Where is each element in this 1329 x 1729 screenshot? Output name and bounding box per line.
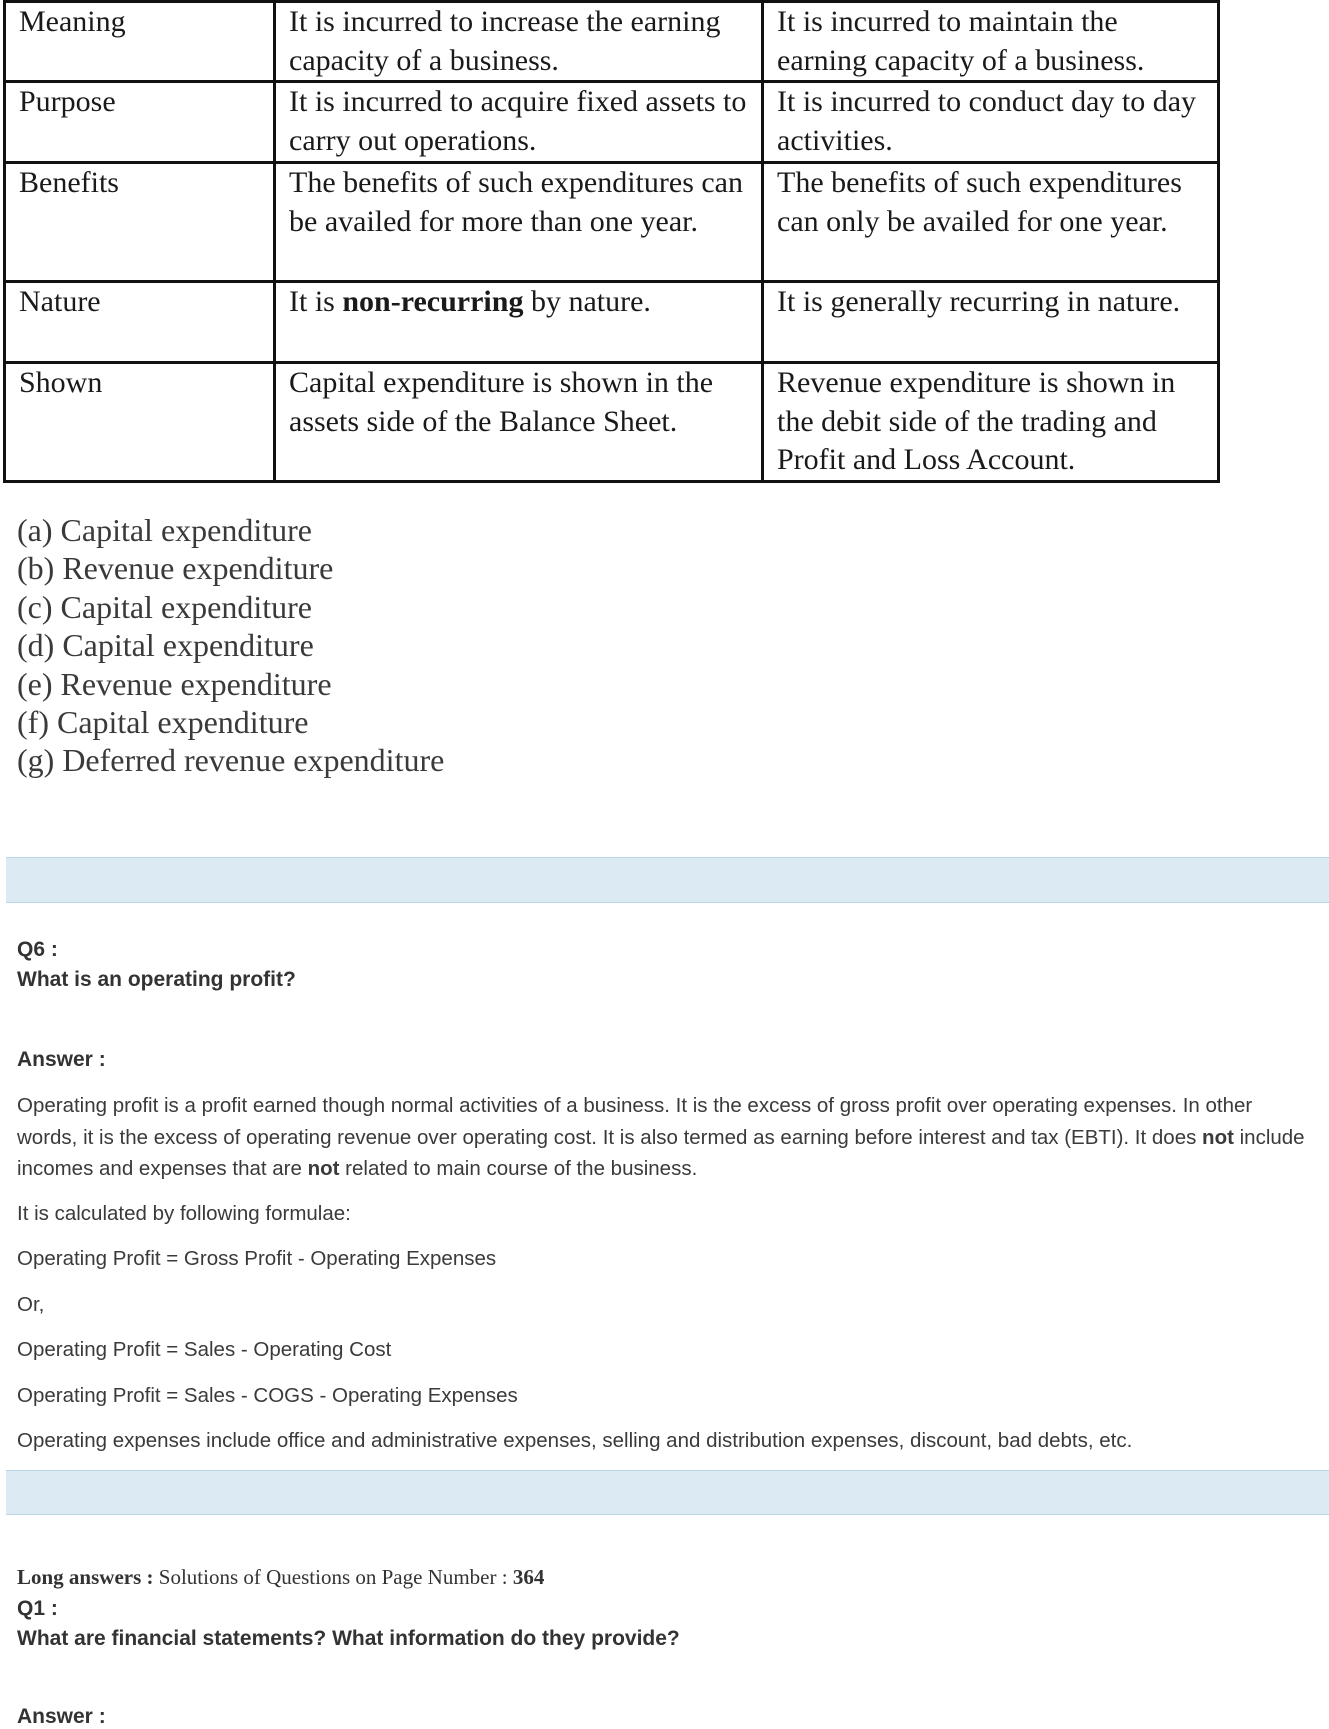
table-row: [5, 282, 1219, 363]
q6-header: [17, 938, 296, 992]
row-aspect: Shown: [5, 363, 275, 482]
row-aspect: Nature: [5, 282, 275, 363]
section-divider: [6, 1470, 1329, 1515]
long-answers-text: Solutions of Questions on Page Number :: [153, 1565, 513, 1589]
question-text: What are financial statements? What information do they provide?: [17, 1627, 680, 1650]
question-number: Q1 :: [17, 1597, 58, 1620]
text-span: Operating profit is a profit earned though normal activities of a business. It is the excess of gross profit over operating expenses. In other words, it is the excess of operating revenue over operating cost. It is also termed as earning before interest and tax (EBTI). It does: [17, 1094, 1253, 1149]
capital-cell: [275, 282, 763, 363]
text-span: related to main course of the business.: [339, 1157, 698, 1180]
answer-label: Answer :: [17, 1705, 106, 1728]
long-answers-label: Long answers :: [17, 1565, 154, 1589]
answer-list: [17, 511, 444, 780]
list-item: (f) Capital expenditure: [17, 704, 309, 741]
capital-bold: non-recurring: [342, 285, 524, 318]
q6-answer-body: [17, 1090, 1317, 1471]
list-item: (c) Capital expenditure: [17, 588, 312, 625]
capital-cell: It is incurred to acquire fixed assets to carry out operations.: [275, 82, 763, 163]
formula: Operating Profit = Gross Profit - Operating Expenses: [17, 1247, 497, 1270]
emphasis: not: [1202, 1125, 1234, 1149]
list-item: (a) Capital expenditure: [17, 512, 312, 548]
page-number: 364: [512, 1565, 545, 1589]
table-row: [5, 82, 1219, 163]
or-text: Or,: [17, 1292, 45, 1316]
capital-suffix: by nature.: [523, 285, 651, 318]
answer-paragraph: [17, 1090, 1317, 1185]
section-divider: [6, 857, 1329, 903]
capital-cell: The benefits of such expenditures can be availed for more than one year.: [275, 163, 763, 282]
formula: Operating Profit = Sales - Operating Cost: [17, 1338, 392, 1361]
row-aspect: Purpose: [5, 82, 275, 163]
row-aspect: Meaning: [5, 2, 275, 82]
table-row: [5, 2, 1219, 82]
capital-prefix: It is: [289, 285, 343, 318]
question-text: What is an operating profit?: [17, 968, 296, 991]
list-item: (g) Deferred revenue expenditure: [17, 742, 445, 779]
answer-paragraph: Operating expenses include office and administrative expenses, selling and distribution expenses, discount, bad debts, etc.: [17, 1429, 1133, 1452]
table-row: [5, 363, 1219, 482]
revenue-cell: It is incurred to maintain the earning capacity of a business.: [763, 2, 1219, 82]
capital-cell: It is incurred to increase the earning capacity of a business.: [275, 2, 763, 82]
q1-header: [17, 1597, 680, 1651]
revenue-cell: It is incurred to conduct day to day activities.: [763, 82, 1219, 163]
revenue-cell: It is generally recurring in nature.: [763, 282, 1219, 363]
revenue-cell: The benefits of such expenditures can only be availed for one year.: [763, 163, 1219, 282]
list-item: (d) Capital expenditure: [17, 627, 314, 664]
formula: Operating Profit = Sales - COGS - Operating Expenses: [17, 1383, 518, 1407]
capital-cell: Capital expenditure is shown in the assets side of the Balance Sheet.: [275, 363, 763, 482]
q6-answer-heading: [17, 1048, 106, 1072]
table-row: [5, 163, 1219, 282]
text-span: include incomes and expenses that are: [17, 1125, 1305, 1180]
row-aspect: Benefits: [5, 163, 275, 282]
answer-paragraph: It is calculated by following formulae:: [17, 1201, 351, 1225]
comparison-table: [3, 0, 1220, 483]
revenue-cell: Revenue expenditure is shown in the debit side of the trading and Profit and Loss Account.: [763, 363, 1219, 482]
long-answers-header: [17, 1565, 1317, 1590]
list-item: (e) Revenue expenditure: [17, 665, 332, 702]
question-number: Q6 :: [17, 938, 58, 961]
list-item: (b) Revenue expenditure: [17, 550, 334, 587]
q1-answer-heading: [17, 1705, 106, 1729]
answer-label: Answer :: [17, 1048, 106, 1071]
emphasis: not: [307, 1157, 340, 1180]
